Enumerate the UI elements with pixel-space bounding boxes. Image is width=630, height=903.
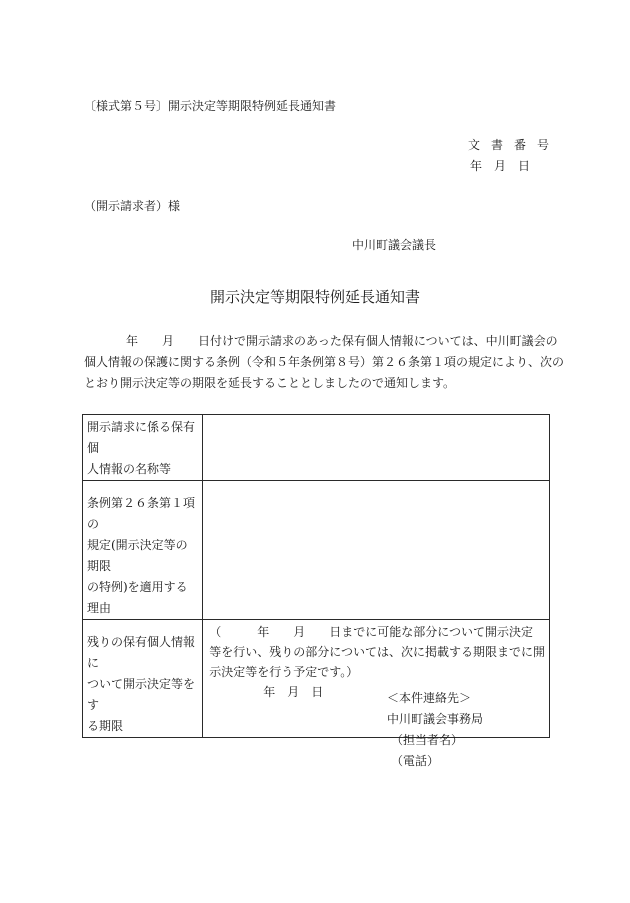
document-date-label: 年 月 日 bbox=[470, 159, 531, 173]
deadline-text-line: 等を行い、残りの部分については、次に掲載する期限までに開 bbox=[209, 645, 545, 659]
value-reason bbox=[203, 481, 550, 620]
sender: 中川町議会議長 bbox=[352, 238, 437, 252]
contact-office: 中川町議会事務局 bbox=[387, 712, 484, 726]
addressee: （開示請求者）様 bbox=[84, 199, 181, 213]
value-deadline bbox=[203, 620, 550, 738]
deadline-date: 年 月 日 bbox=[263, 685, 324, 699]
contact-person: （担当者名） bbox=[391, 733, 464, 747]
deadline-text-line: （ 年 月 日までに可能な部分について開示決定 bbox=[209, 625, 533, 639]
label-line: 規定(開示決定等の期限 bbox=[87, 538, 188, 573]
body-paragraph bbox=[84, 331, 565, 394]
body-line-1: 年 月 日付けで開示請求のあった保有個人情報については、中川町議会の bbox=[126, 334, 558, 348]
label-line: 残りの保有個人情報に bbox=[87, 635, 196, 670]
label-line: ついて開示決定等をす bbox=[87, 677, 196, 712]
body-line-3: とおり開示決定等の期限を延長することとしましたので通知します。 bbox=[84, 376, 456, 390]
contact-heading: ＜本件連絡先＞ bbox=[387, 691, 472, 705]
row-label-record-name bbox=[83, 415, 203, 481]
deadline-text-line: 示決定等を行う予定です。） bbox=[209, 665, 359, 679]
label-line: の特例)を適用する理由 bbox=[87, 580, 188, 615]
label-line: 条例第２６条第１項の bbox=[87, 496, 196, 531]
body-line-2: 個人情報の保護に関する条例（令和５年条例第８号）第２６条第１項の規定により、次の bbox=[84, 355, 565, 369]
table-row bbox=[83, 481, 550, 620]
table-row bbox=[83, 415, 550, 481]
document-number-label: 文書番号 bbox=[468, 138, 561, 152]
value-record-name bbox=[203, 415, 550, 481]
label-line: 開示請求に係る保有個 bbox=[87, 420, 196, 455]
label-line: る期限 bbox=[87, 719, 124, 733]
form-number-label: 〔様式第５号〕開示決定等期限特例延長通知書 bbox=[84, 99, 337, 113]
label-line: 人情報の名称等 bbox=[87, 462, 172, 476]
row-label-reason bbox=[83, 481, 203, 620]
row-label-deadline bbox=[83, 620, 203, 738]
document-title: 開示決定等期限特例延長通知書 bbox=[209, 288, 420, 306]
contact-block bbox=[387, 688, 483, 772]
contact-phone: （電話） bbox=[391, 754, 440, 768]
